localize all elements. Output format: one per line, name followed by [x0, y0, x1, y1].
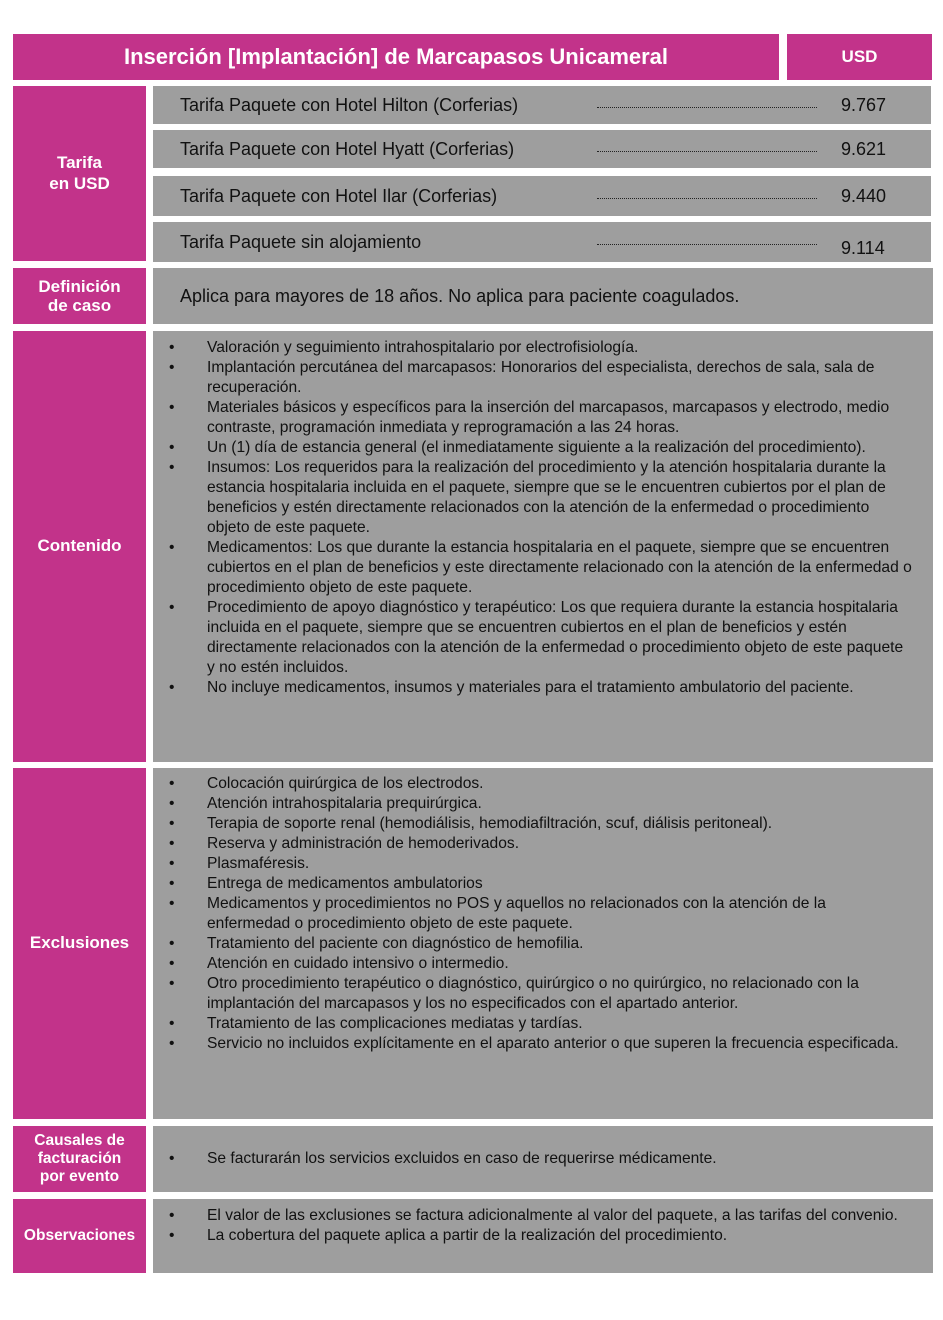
list-item: • Valoración y seguimiento intrahospitalario por electrofisiología. — [167, 338, 913, 358]
rate-row-hilton — [153, 86, 931, 124]
rate-value: 9.767 — [841, 94, 887, 115]
list-item: • Medicamentos: Los que durante la estancia hospitalaria en el paquete, siempre que se encuentren cubiertos en el plan de beneficios y este directamente relacionado con la atención de la enfermedad o procedimiento objeto de este paquete. — [167, 538, 913, 598]
observaciones-list — [167, 1206, 913, 1246]
rate-row-no-lodging — [153, 222, 931, 262]
list-item: • Implantación percutánea del marcapasos: Honorarios del especialista, derechos de sala, sala de recuperación. — [167, 358, 913, 398]
contenido-label: Contenido — [13, 331, 146, 762]
exclusiones-panel — [153, 768, 933, 1119]
leader-dots — [597, 198, 817, 199]
list-item: • Reserva y administración de hemoderivados. — [167, 834, 913, 854]
exclusiones-list — [167, 774, 913, 1054]
observaciones-label: Observaciones — [13, 1199, 146, 1273]
list-item: • Terapia de soporte renal (hemodiálisis, hemodiafiltración, scuf, diálisis peritoneal). — [167, 814, 913, 834]
causales-list — [167, 1149, 717, 1169]
rate-label: Tarifa Paquete sin alojamiento — [180, 231, 422, 252]
list-item: • Se facturarán los servicios excluidos en caso de requerirse médicamente. — [167, 1149, 717, 1169]
rate-label: Tarifa Paquete con Hotel Hilton (Corferias) — [180, 94, 519, 115]
leader-dots — [597, 151, 817, 152]
rate-row-ilar — [153, 176, 931, 216]
list-item: • Materiales básicos y específicos para la inserción del marcapasos, marcapasos y electrodo, medio contraste, programación inmediata y reprogramación a las 24 horas. — [167, 398, 913, 438]
list-item: • La cobertura del paquete aplica a partir de la realización del procedimiento. — [167, 1226, 913, 1246]
list-item: • Procedimiento de apoyo diagnóstico y terapéutico: Los que requiera durante la estancia hospitalaria incluida en el paquete, siempre que se encuentren cubiertos en el plan de beneficios y estén directamente relacionados con la atención de la enfermedad o procedimiento objeto de este paquete y no estén incluidos. — [167, 598, 913, 678]
leader-dots — [597, 107, 817, 108]
rate-label: Tarifa Paquete con Hotel Ilar (Corferias) — [180, 185, 498, 206]
contenido-list — [167, 338, 913, 698]
list-item: • Medicamentos y procedimientos no POS y aquellos no relacionados con la atención de la enfermedad o procedimiento objeto de este paquete. — [167, 894, 913, 934]
list-item: • Insumos: Los requeridos para la realización del procedimiento y la atención hospitalaria durante la estancia hospitalaria incluida en el paquete, siempre que se le encuentren cubiertos por el plan de beneficios y estén directamente relacionados con la atención de la enfermedad o procedimiento objeto de este paquete. — [167, 458, 913, 538]
leader-dots — [597, 244, 817, 245]
causales-panel — [153, 1126, 933, 1192]
rate-row-hyatt — [153, 130, 931, 168]
list-item: • Otro procedimiento terapéutico o diagnóstico, quirúrgico o no quirúrgico, no relacionado con la implantación del marcapasos y los no especificados con el apartado anterior. — [167, 974, 913, 1014]
list-item: • Tratamiento de las complicaciones mediatas y tardías. — [167, 1014, 913, 1034]
list-item: • Colocación quirúrgica de los electrodos. — [167, 774, 913, 794]
definicion-label: Definición de caso — [13, 268, 146, 324]
list-item: • No incluye medicamentos, insumos y materiales para el tratamiento ambulatorio del paciente. — [167, 678, 913, 698]
list-item: • Un (1) día de estancia general (el inmediatamente siguiente a la realización del procedimiento). — [167, 438, 913, 458]
rate-value: 9.621 — [841, 138, 887, 159]
tarifa-label: Tarifa en USD — [13, 86, 146, 261]
rate-value: 9.114 — [841, 237, 885, 258]
list-item: • Servicio no incluidos explícitamente en el aparato anterior o que superen la frecuencia especificada. — [167, 1034, 913, 1054]
observaciones-panel — [153, 1199, 933, 1273]
list-item: • Plasmaféresis. — [167, 854, 913, 874]
list-item: • El valor de las exclusiones se factura adicionalmente al valor del paquete, a las tarifas del convenio. — [167, 1206, 913, 1226]
currency-header: USD — [787, 34, 932, 80]
list-item: • Atención intrahospitalaria prequirúrgica. — [167, 794, 913, 814]
exclusiones-label: Exclusiones — [13, 768, 146, 1119]
contenido-panel — [153, 331, 933, 762]
package-title: Inserción [Implantación] de Marcapasos Unicameral — [13, 34, 779, 80]
list-item: • Entrega de medicamentos ambulatorios — [167, 874, 913, 894]
list-item: • Atención en cuidado intensivo o intermedio. — [167, 954, 913, 974]
rate-label: Tarifa Paquete con Hotel Hyatt (Corferias) — [180, 138, 515, 159]
causales-label: Causales de facturación por evento — [13, 1126, 146, 1192]
rate-value: 9.440 — [841, 185, 887, 206]
definicion-text: Aplica para mayores de 18 años. No aplica para paciente coagulados. — [153, 268, 933, 324]
list-item: • Tratamiento del paciente con diagnóstico de hemofilia. — [167, 934, 913, 954]
